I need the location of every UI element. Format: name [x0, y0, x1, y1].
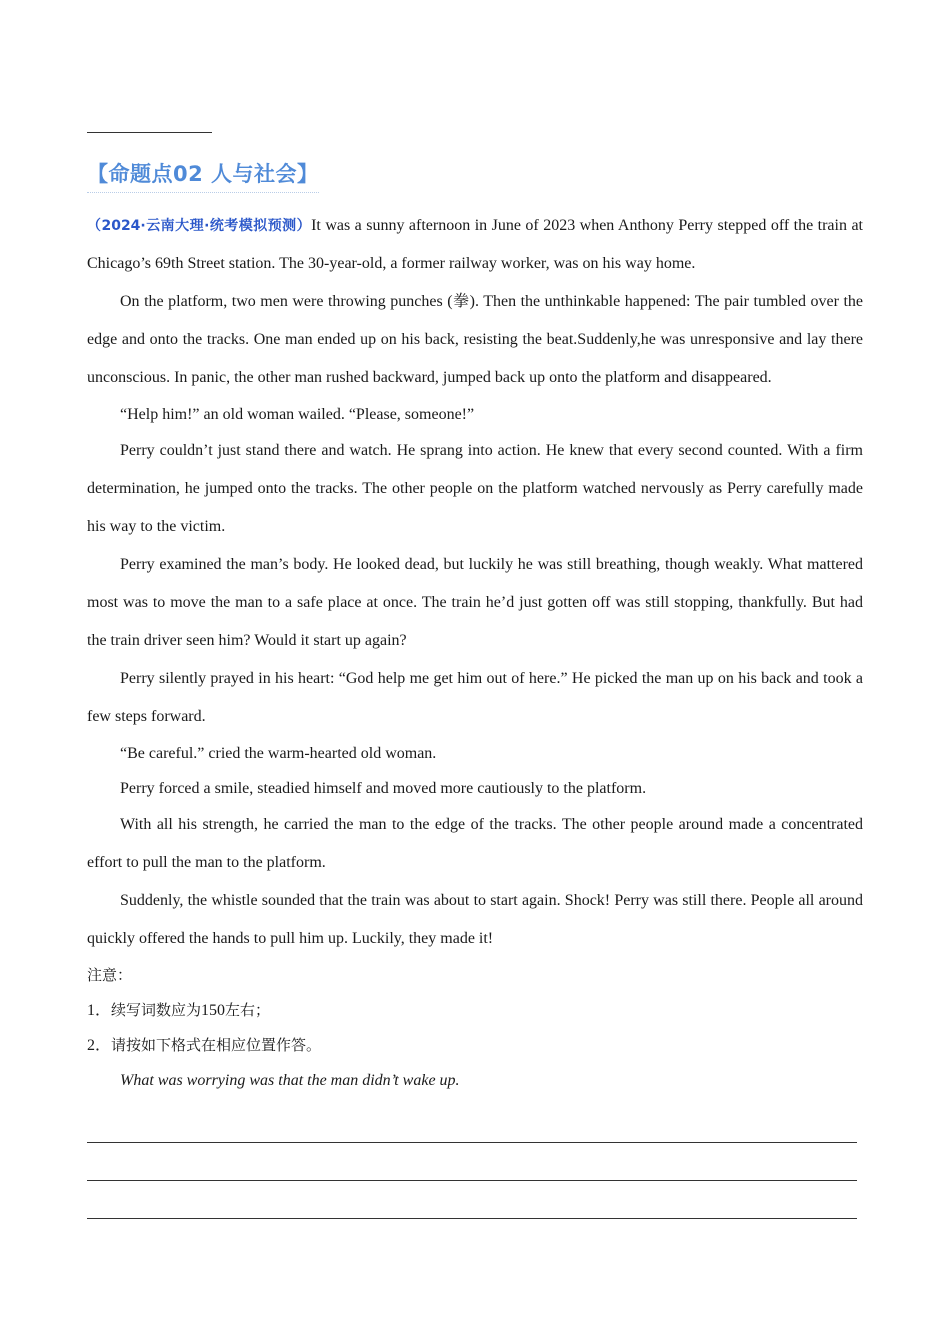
- paragraph-10: Suddenly, the whistle sounded that the train was about to start again. Shock! Perry was still there. People all around quickly offered the hands to pull him up. Luckily, they made it!: [87, 892, 863, 947]
- notes-label: 注意：: [87, 966, 133, 984]
- paragraph-3: “Help him!” an old woman wailed. “Please, someone!”: [120, 406, 475, 423]
- answer-line-1[interactable]: [87, 1142, 857, 1143]
- note-item-1: 1．续写词数应为150左右；: [87, 1001, 271, 1019]
- paragraph-1: [87, 207, 863, 283]
- paragraph-9: With all his strength, he carried the man to the edge of the tracks. The other people around made a concentrated effort to pull the man to the platform.: [87, 816, 863, 871]
- paragraph-2: On the platform, two men were throwing punches (拳). Then the unthinkable happened: The pair tumbled over the edge and onto the tracks. One man ended up on his back, resisting the beat.Suddenly,he was unresponsive and lay there unconscious. In panic, the other man rushed backward, jumped back up onto the platform and disappeared.: [87, 293, 863, 386]
- paragraph-7: “Be careful.” cried the warm-hearted old woman.: [120, 745, 437, 762]
- paragraph-5: Perry examined the man’s body. He looked dead, but luckily he was still breathing, though weakly. What mattered most was to move the man to a safe place at once. The train he’d just gotten off was still stopping, thankfully. But had the train driver seen him? Would it start up again?: [87, 556, 863, 649]
- paragraph-8: Perry forced a smile, steadied himself and moved more cautiously to the platform.: [120, 780, 647, 797]
- paragraph-4: Perry couldn’t just stand there and watch. He sprang into action. He knew that every second counted. With a firm determination, he jumped onto the tracks. The other people on the platform watched nervously as Perry carefully made his way to the victim.: [87, 442, 863, 535]
- answer-line-2[interactable]: [87, 1180, 857, 1181]
- paragraph-6: Perry silently prayed in his heart: “God help me get him out of here.” He picked the man up on his back and took a few steps forward.: [87, 670, 863, 725]
- writing-prompt: What was worrying was that the man didn’t wake up.: [120, 1072, 460, 1089]
- paragraph-1-text: It was a sunny afternoon in June of 2023 when Anthony Perry stepped off the train at Chicago’s 69th Street station. The 30-year-old, a former railway worker, was on his way home.: [87, 217, 863, 272]
- source-tag: （2024·云南大理·统考模拟预测）: [87, 218, 312, 234]
- top-divider: [87, 132, 212, 133]
- passage: [87, 207, 863, 1098]
- note-item-2: 2．请按如下格式在相应位置作答。: [87, 1036, 322, 1054]
- answer-line-3[interactable]: [87, 1218, 857, 1219]
- section-heading: 【命题点02 人与社会】: [87, 158, 319, 193]
